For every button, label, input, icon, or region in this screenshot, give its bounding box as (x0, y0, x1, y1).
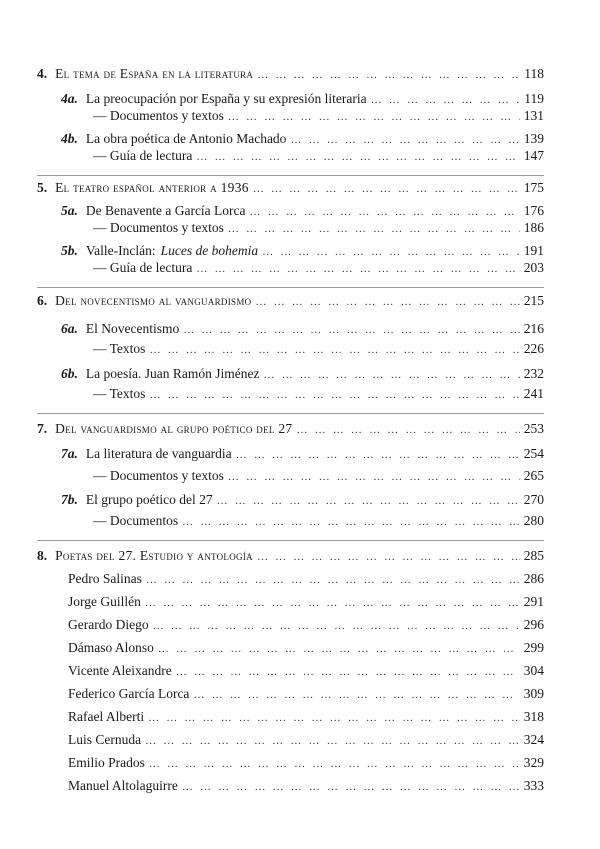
page-number: 265 (523, 468, 544, 483)
page-number: 329 (523, 755, 544, 770)
page-number: 296 (523, 617, 544, 632)
toc-entry (68, 568, 544, 590)
page-number: 119 (524, 91, 544, 106)
toc-section-heading (37, 545, 544, 567)
entry-title: — Textos (93, 386, 146, 401)
dot-leader (146, 569, 520, 591)
dot-leader (217, 490, 520, 512)
entry-number: 6a. (61, 321, 78, 336)
section-number: 6. (37, 293, 48, 308)
entry-title: Federico García Lorca (68, 686, 190, 701)
toc-entry (93, 257, 544, 279)
dot-leader (253, 178, 520, 200)
page-number: 324 (523, 732, 544, 747)
toc-entry (68, 775, 544, 797)
entry-title: Dámaso Alonso (68, 640, 154, 655)
dot-leader (257, 546, 520, 568)
entry-title: El Novecentismo (85, 321, 180, 336)
section-divider (37, 287, 544, 288)
entry-number: 6b. (61, 366, 78, 381)
toc-entry (93, 105, 544, 127)
toc-entry (93, 338, 544, 360)
toc-entry (93, 217, 544, 239)
page-number: 191 (523, 243, 544, 258)
toc-entry (68, 752, 544, 774)
page-number: 176 (523, 203, 544, 218)
entry-title: — Documentos y textos (93, 468, 224, 483)
page-number: 270 (523, 492, 544, 507)
dot-leader (236, 444, 520, 466)
page-number: 232 (523, 366, 544, 381)
section-number: 4. (37, 66, 48, 81)
dot-leader (145, 730, 520, 752)
entry-title-italic: Luces de bohemia (160, 243, 259, 258)
page-number: 333 (523, 778, 544, 793)
toc-section-heading (37, 290, 544, 312)
entry-title: — Textos (93, 341, 146, 356)
dot-leader (296, 419, 519, 441)
dot-leader (158, 638, 520, 660)
entry-title: — Guía de lectura (93, 260, 193, 275)
dot-leader (196, 258, 519, 280)
page-number: 253 (523, 421, 544, 436)
toc-entry (93, 383, 544, 405)
entry-title: La obra poética de Antonio Machado (85, 131, 287, 146)
page-number: 286 (523, 571, 544, 586)
section-divider (37, 540, 544, 541)
entry-title: La literatura de vanguardia (85, 446, 232, 461)
dot-leader (149, 384, 519, 406)
toc-entry (61, 443, 544, 465)
toc-entry (61, 489, 544, 511)
toc-section-heading (37, 63, 544, 85)
entry-title: — Documentos y textos (93, 108, 224, 123)
entry-number: 4b. (61, 131, 78, 146)
page-number: 175 (523, 180, 544, 195)
entry-title: Emilio Prados (68, 755, 145, 770)
entry-number: 7a. (61, 446, 78, 461)
section-divider (37, 413, 544, 414)
toc-entry (68, 729, 544, 751)
page-number: 203 (523, 260, 544, 275)
dot-leader (228, 466, 520, 488)
entry-title: Manuel Altolaguirre (68, 778, 178, 793)
page-number: 131 (523, 108, 544, 123)
toc-entry (68, 614, 544, 636)
toc-entry (93, 145, 544, 167)
page-number: 299 (523, 640, 544, 655)
entry-title: Vicente Aleixandre (68, 663, 172, 678)
page-number: 285 (523, 548, 544, 563)
entry-title: Jorge Guillén (68, 594, 141, 609)
dot-leader (148, 707, 520, 729)
section-title: El teatro español anterior a 1936 (55, 180, 249, 195)
dot-leader (193, 684, 519, 706)
entry-title: Rafael Alberti (68, 709, 145, 724)
toc-section-heading (37, 177, 544, 199)
entry-title: Luis Cernuda (68, 732, 142, 747)
toc-entry (61, 363, 544, 385)
section-title: Del novecentismo al vanguardismo (55, 293, 252, 308)
page-number: 139 (523, 131, 544, 146)
section-number: 5. (37, 180, 48, 195)
page-number: 254 (523, 446, 544, 461)
page-number: 280 (523, 513, 544, 528)
entry-number: 5b. (61, 243, 78, 258)
entry-number: 7b. (61, 492, 78, 507)
dot-leader (182, 511, 520, 533)
entry-title: La preocupación por España y su expresión literaria (85, 91, 367, 106)
toc-entry (93, 510, 544, 532)
section-title: Poetas del 27. Estudio y antología (55, 548, 253, 563)
page-number: 226 (523, 341, 544, 356)
toc-entry (68, 706, 544, 728)
dot-leader (182, 776, 520, 798)
dot-leader (176, 661, 520, 683)
toc-section-heading (37, 418, 544, 440)
page-number: 216 (523, 321, 544, 336)
toc-entry (68, 637, 544, 659)
page-number: 309 (523, 686, 544, 701)
section-number: 8. (37, 548, 48, 563)
dot-leader (196, 146, 519, 168)
entry-title: Gerardo Diego (68, 617, 149, 632)
entry-title: La poesía. Juan Ramón Jiménez (85, 366, 260, 381)
toc-entry (68, 683, 544, 705)
entry-title: El grupo poético del 27 (85, 492, 213, 507)
page-number: 241 (523, 386, 544, 401)
toc-entry (93, 465, 544, 487)
dot-leader (149, 753, 520, 775)
section-number: 7. (37, 421, 48, 436)
dot-leader (153, 615, 520, 637)
dot-leader (228, 218, 520, 240)
toc-entry (68, 591, 544, 613)
section-title: El tema de España en la literatura (55, 66, 254, 81)
page-number: 118 (524, 66, 544, 81)
page-number: 186 (523, 220, 544, 235)
entry-title: — Documentos y textos (93, 220, 224, 235)
entry-title: — Documentos (93, 513, 179, 528)
dot-leader (149, 339, 519, 361)
toc-entry (68, 660, 544, 682)
dot-leader (255, 291, 519, 313)
page-number: 147 (523, 148, 544, 163)
toc-entry (61, 318, 544, 340)
dot-leader (257, 64, 520, 86)
entry-title: — Guía de lectura (93, 148, 193, 163)
entry-title: Pedro Salinas (68, 571, 142, 586)
entry-title: Valle-Inclán: (85, 243, 156, 258)
page-number: 215 (523, 293, 544, 308)
entry-number: 5a. (61, 203, 78, 218)
page-number: 304 (523, 663, 544, 678)
dot-leader (145, 592, 520, 614)
entry-title: De Benavente a García Lorca (85, 203, 246, 218)
page-number: 291 (523, 594, 544, 609)
page-number: 318 (523, 709, 544, 724)
dot-leader (228, 106, 520, 128)
section-divider (37, 175, 544, 176)
entry-number: 4a. (61, 91, 78, 106)
section-title: Del vanguardismo al grupo poético del 27 (55, 421, 293, 436)
